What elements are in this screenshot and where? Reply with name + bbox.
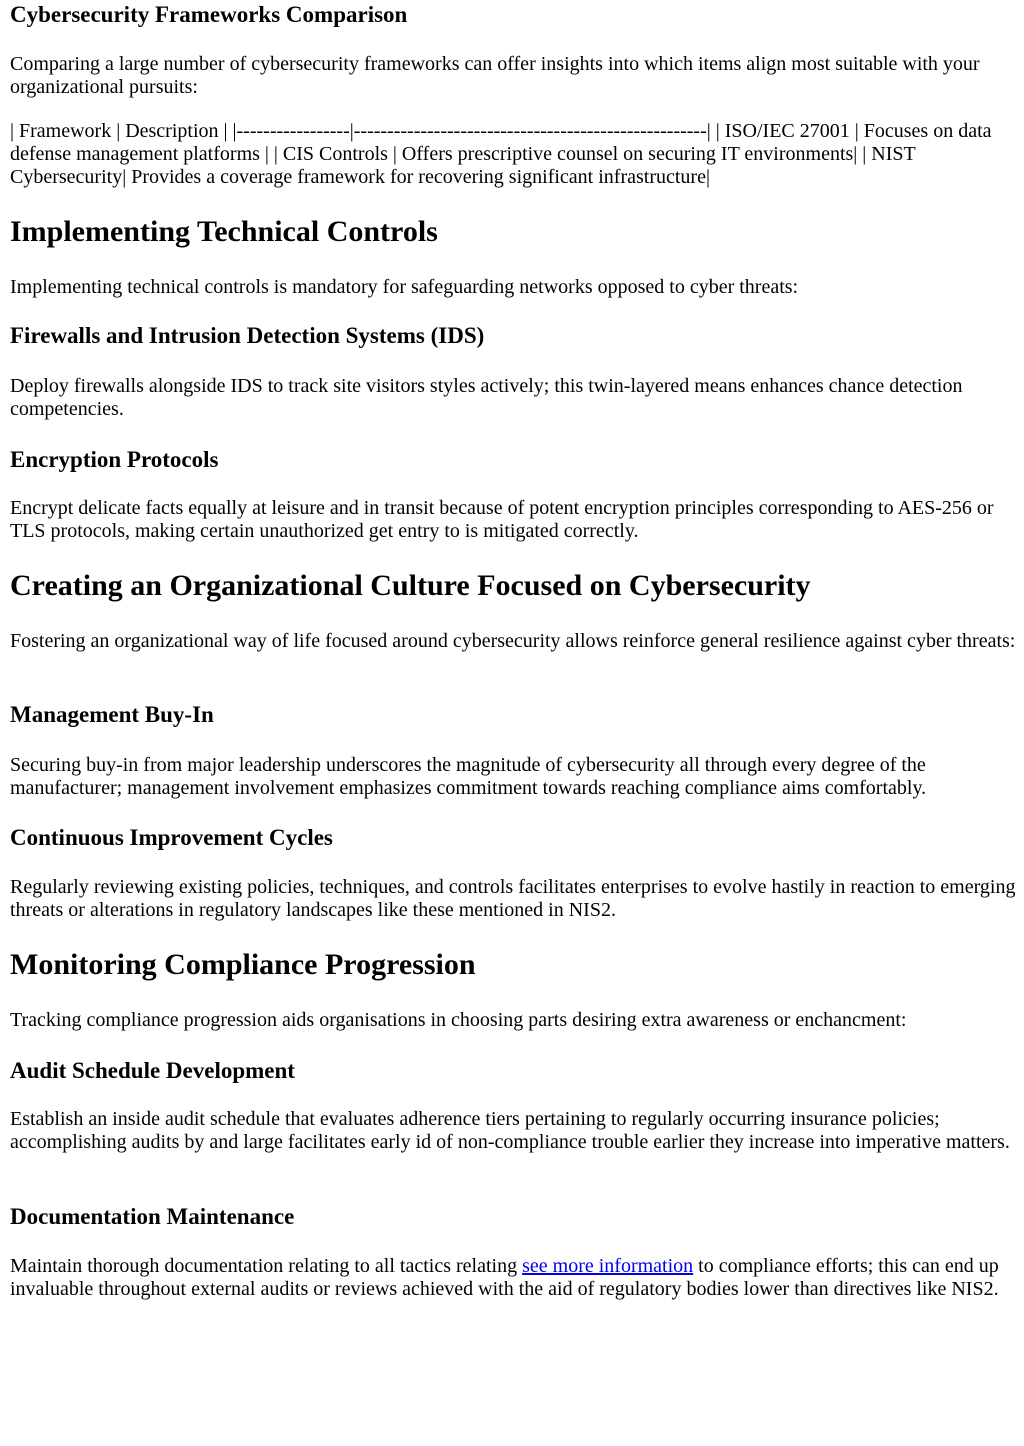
- documentation-heading: Documentation Maintenance: [10, 1204, 295, 1229]
- management-heading: Management Buy-In: [10, 702, 214, 727]
- audit-heading: Audit Schedule Development: [10, 1058, 295, 1083]
- monitoring-heading: Monitoring Compliance Progression: [10, 948, 476, 981]
- technical-intro: Implementing technical controls is mandatory for safeguarding networks opposed to cyber threats:: [10, 276, 799, 298]
- see-more-information-link[interactable]: see more information: [522, 1255, 694, 1277]
- improvement-text: Regularly reviewing existing policies, techniques, and controls facilitates enterprises to evolve hastily in reaction to emerging threats or alterations in regulatory landscapes like these mentioned in NIS2.: [10, 876, 1016, 921]
- documentation-text: [10, 1255, 1016, 1301]
- audit-text: Establish an inside audit schedule that evaluates adherence tiers pertaining to regularly occurring insurance policies; accomplishing audits by and large facilitates early id of non-compliance trouble earlier they increase into imperative matters.: [10, 1108, 1010, 1153]
- improvement-heading: Continuous Improvement Cycles: [10, 825, 333, 850]
- encryption-heading: Encryption Protocols: [10, 447, 219, 472]
- documentation-text-after: to compliance efforts; this can end up invaluable throughout external audits or reviews achieved with the aid of regulatory bodies lower than directives like NIS2.: [10, 1255, 999, 1300]
- management-text: Securing buy-in from major leadership underscores the magnitude of cybersecurity all through every degree of the manufacturer; management involvement emphasizes commitment towards reaching compliance aims comfortably.: [10, 754, 927, 799]
- encryption-text: Encrypt delicate facts equally at leisure and in transit because of potent encryption principles corresponding to AES-256 or TLS protocols, making certain unauthorized get entry to is mitigated correctly.: [10, 497, 994, 542]
- firewalls-heading: Firewalls and Intrusion Detection Systems (IDS): [10, 323, 485, 348]
- technical-heading: Implementing Technical Controls: [10, 215, 438, 248]
- culture-heading: Creating an Organizational Culture Focused on Cybersecurity: [10, 569, 811, 602]
- culture-intro: Fostering an organizational way of life focused around cybersecurity allows reinforce general resilience against cyber threats:: [10, 630, 1016, 652]
- frameworks-heading: Cybersecurity Frameworks Comparison: [10, 2, 408, 27]
- documentation-text-before: Maintain thorough documentation relating to all tactics relating: [10, 1255, 523, 1277]
- frameworks-table-text: | Framework | Description | |-----------------|-----------------------------------------------------| | ISO/IEC 27001 | Focuses on data defense management platforms | | CIS Controls | Offers prescriptive counsel on securing IT environments| | NIST Cybersecurity| Provides a coverage framework for recovering significant infrastructure|: [10, 120, 992, 188]
- firewalls-text: Deploy firewalls alongside IDS to track site visitors styles actively; this twin-layered means enhances chance detection competencies.: [10, 375, 963, 420]
- monitoring-intro: Tracking compliance progression aids organisations in choosing parts desiring extra awareness or enchancment:: [10, 1009, 907, 1031]
- frameworks-intro: Comparing a large number of cybersecurity frameworks can offer insights into which items align most suitable with your organizational pursuits:: [10, 53, 980, 98]
